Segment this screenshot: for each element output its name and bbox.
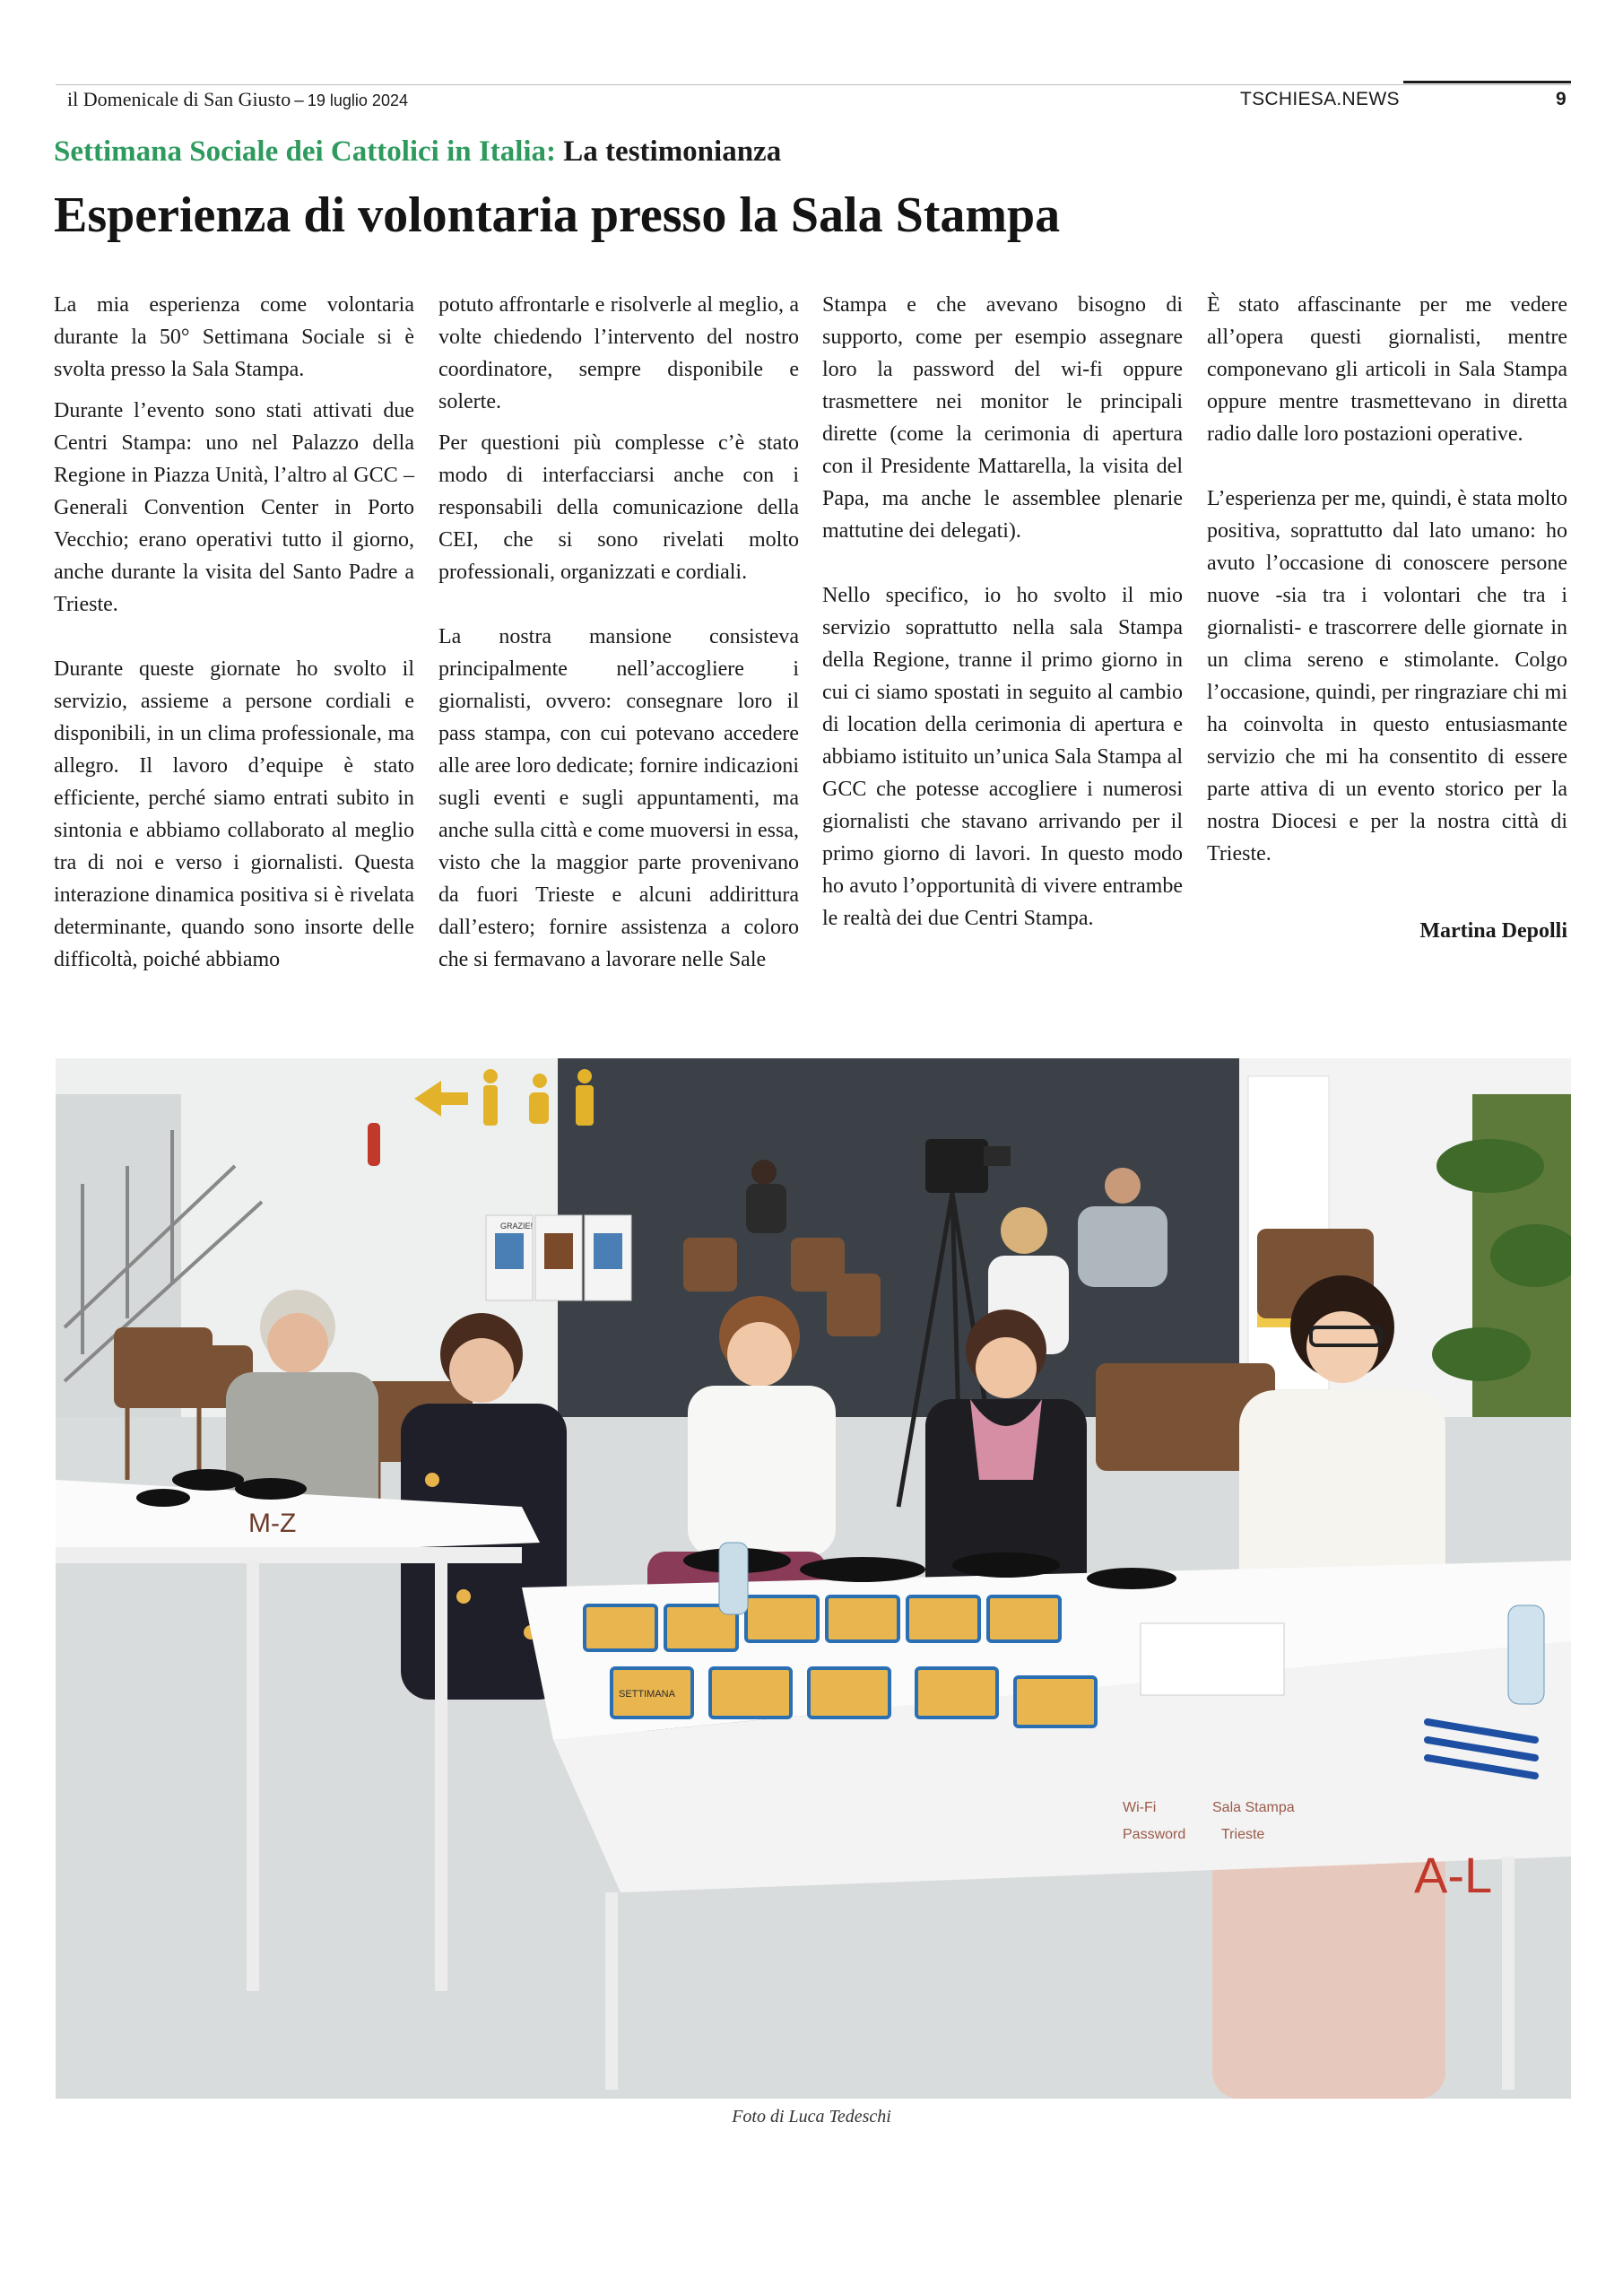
page-number: 9 — [1556, 89, 1567, 109]
paragraph: Durante queste giornate ho svolto il servizio, assieme a persone cordiali e disponibili, in un clima professionale, ma allegro. Il lavoro d’equipe è stato efficiente, perché siamo entrati subito in sintonia e abbiamo collaborato al meglio tra di noi e verso i giornalisti. Questa interazione dinamica positiva si è rivelata determinante, quando sono insorte delle difficoltà, poiché abbiamo — [54, 657, 414, 971]
paragraph: L’esperienza per me, quindi, è stata molto positiva, soprattutto dal lato umano: ho avuto l’occasione di conoscere persone nuove -sia tra i volontari che tra i giornalisti- e trascorrere delle giornate in un clima sereno e stimolante. Colgo l’occasione, quindi, per ringraziare chi mi ha coinvolta in questo entusiasmante servizio che mi ha consentito di essere parte attiva di un evento storico per la nostra Diocesi e per la nostra città di Trieste. — [1207, 487, 1567, 865]
photo-caption: Foto di Luca Tedeschi — [732, 2107, 891, 2126]
note-wifi: Wi-Fi — [1123, 1800, 1157, 1815]
paragraph: Durante l’evento sono stati attivati due Centri Stampa: uno nel Palazzo della Regione in Piazza Unità, l’altro al GCC – Generali Convention Center in Porto Vecchio; erano operativi tutto il giorno, anche durante la visita del Santo Padre a Trieste. — [54, 399, 414, 616]
paragraph: Nello specifico, io ho svolto il mio servizio soprattutto nella sala Stampa della Regione, tranne il primo giorno in cui ci siamo spostati in seguito al cambio di location della cerimonia di apertura e abbiamo istituito un’unica Sala Stampa al GCC che potesse accogliere i numerosi giornalisti che stavano arrivando per il primo giorno di lavori. In questo modo ho avuto l’opportunità di vivere entrambe le realtà dei due Centri Stampa. — [822, 584, 1183, 930]
note-sala-stampa: Sala Stampa — [1212, 1800, 1295, 1815]
pass-label: SETTIMANA — [619, 1689, 675, 1700]
kicker-rubric: La testimonianza — [563, 135, 782, 168]
paragraph: potuto affrontarle e risolverle al meglio, a volte chiedendo l’intervento del nostro coordinatore, sempre disponibile e solerte. — [438, 293, 799, 413]
paragraph: Stampa e che avevano bisogno di supporto, come per esempio assegnare loro la password del wi-fi oppure trasmettere nei monitor le principali dirette (come la cerimonia di apertura con il Presidente Mattarella, la visita del Papa, ma anche le assemblee plenarie mattutine dei delegati). — [822, 293, 1183, 543]
header-rule — [56, 84, 1571, 85]
kicker-section: Settimana Sociale dei Cattolici in Italia: — [54, 135, 557, 168]
running-header-left — [67, 86, 408, 115]
article-kicker — [54, 133, 781, 170]
paragraph: La nostra mansione consisteva principalmente nell’accogliere i giornalisti, ovvero: consegnare loro il pass stampa, con cui potevano accedere alle aree loro dedicate; fornire indicazioni sugli eventi e sugli appuntamenti, ma anche sulla città e come muoversi in essa, visto che la maggior parte provenivano da fuori Trieste e alcuni addirittura dall’estero; fornire assistenza a coloro che si fermavano a lavorare nelle Sale — [438, 625, 799, 971]
header-rule-accent — [1403, 81, 1571, 83]
website-name: TSCHIESA.NEWS — [1240, 89, 1400, 109]
publication-name: il Domenicale di San Giusto — [67, 88, 291, 110]
bin-label: GRAZIE! — [500, 1222, 534, 1231]
article-column-4 — [1207, 289, 1567, 956]
paragraph: Per questioni più complesse c’è stato modo di interfacciarsi anche con i responsabili della comunicazione della CEI, che si sono rivelati molto professionali, organizzati e cordiali. — [438, 431, 799, 584]
table-sign-right: A-L — [1414, 1847, 1493, 1903]
paragraph: È stato affascinante per me vedere all’opera questi giornalisti, mentre componevano gli articoli in Sala Stampa oppure mentre trasmettevano in diretta radio dalle loro postazioni operative. — [1207, 293, 1567, 446]
article-column-1 — [54, 289, 414, 985]
article-column-3 — [822, 289, 1183, 944]
author-byline: Martina Depolli — [1419, 919, 1567, 943]
header-separator: – — [294, 91, 304, 110]
note-password: Password — [1123, 1827, 1186, 1842]
article-column-2 — [438, 289, 799, 985]
article-photo — [56, 1058, 1571, 2099]
issue-date: 19 luglio 2024 — [307, 91, 408, 109]
article-title: Esperienza di volontaria presso la Sala Stampa — [54, 187, 1061, 243]
note-trieste: Trieste — [1221, 1827, 1265, 1842]
table-sign-left: M-Z — [248, 1509, 297, 1538]
paragraph: La mia esperienza come volontaria durante la 50° Settimana Sociale si è svolta presso la Sala Stampa. — [54, 293, 414, 381]
